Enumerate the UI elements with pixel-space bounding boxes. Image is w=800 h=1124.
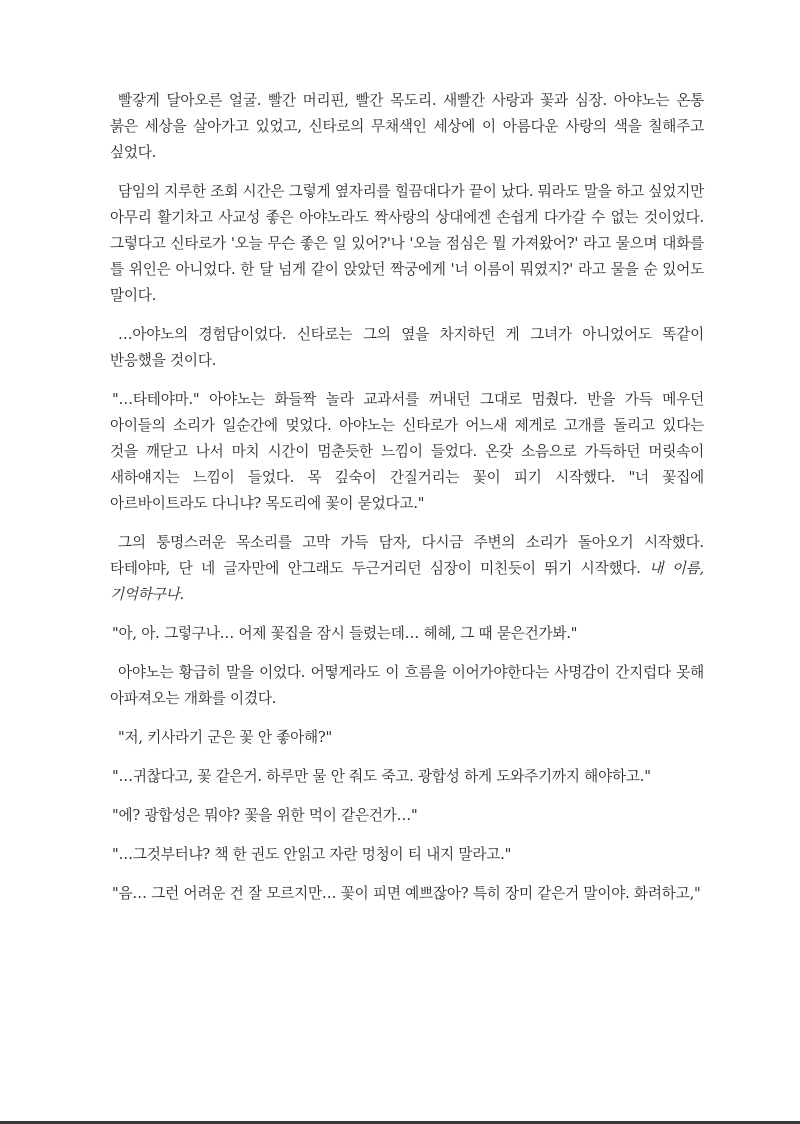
paragraph-4: "…타테야마." 아야노는 화들짝 놀라 교과서를 꺼내던 그대로 멈췄다. 반을 가득 메우던 아이들의 소리가 일순간에 멎었다. 아야노는 신타로가 어느새 제게로 고개를 돌리고 있다는 것을 깨닫고 나서 마치 시간이 멈춘듯한 느낌이 들었다. 온갖 소음으로 가득하던 머릿속이 새하얘지는 느낌이 들었다. 목 깊숙이 간질거리는 꽃이 피기 시작했다. "너 꽃집에 아르바이트라도 다니냐? 목도리에 꽃이 묻었다고."	[110, 391, 704, 512]
paragraph-5-italic-thought: 내 이름, 기억하구나.	[110, 560, 704, 603]
paragraph-10: "에? 광합성은 뭐야? 꽃을 위한 먹이 같은건가…"	[112, 807, 418, 824]
paragraph-12: "음… 그런 어려운 건 잘 모르지만… 꽃이 피면 예쁘잖아? 특히 장미 같은거 말이야. 화려하고,"	[112, 885, 701, 902]
paragraph-9: "…귀찮다고, 꽃 같은거. 하루만 물 안 줘도 죽고. 광합성 하게 도와주기까지 해야하고."	[112, 768, 651, 785]
paragraph-6: "아, 아. 그렇구나… 어제 꽃집을 잠시 들렸는데… 헤헤, 그 때 묻은건가봐."	[112, 625, 578, 642]
paragraph-11: "…그것부터냐? 책 한 권도 안읽고 자란 멍청이 티 내지 말라고."	[112, 846, 512, 863]
document-page	[110, 88, 704, 920]
paragraph-5-text: 그의 퉁명스러운 목소리를 고막 가득 담자, 다시금 주변의 소리가 돌아오기 시작했다. 타테야먀, 단 네 글자만에 안그래도 두근거리던 심장이 미친듯이 뛰기 시작했다.	[110, 534, 704, 577]
paragraph-1: 빨갛게 달아오른 얼굴. 빨간 머리핀, 빨간 목도리. 새빨간 사랑과 꽃과 심장. 아야노는 온통 붉은 세상을 살아가고 있었고, 신타로의 무채색인 세상에 이 아름다운 사랑의 색을 칠해주고 싶었다.	[110, 92, 704, 161]
paragraph-7: 아야노는 황급히 말을 이었다. 어떻게라도 이 흐름을 이어가야한다는 사명감이 간지럽다 못해 아파져오는 개화를 이겼다.	[110, 664, 704, 707]
paragraph-2: 담임의 지루한 조회 시간은 그렇게 옆자리를 힐끔대다가 끝이 났다. 뭐라도 말을 하고 싶었지만 아무리 활기차고 사교성 좋은 아야노라도 짝사랑의 상대에겐 손쉽게 다가갈 수 없는 것이었다. 그렇다고 신타로가 '오늘 무슨 좋은 일 있어?'나 '오늘 점심은 뭘 가져왔어?' 라고 물으며 대화를 틀 위인은 아니었다. 한 달 넘게 같이 앉았던 짝궁에게 '너 이름이 뭐였지?' 라고 물을 순 있어도 말이다.	[110, 183, 704, 304]
paragraph-3: …아야노의 경험담이었다. 신타로는 그의 옆을 차지하던 게 그녀가 아니었어도 똑같이 반응했을 것이다.	[110, 326, 704, 369]
paragraph-5	[110, 530, 704, 608]
paragraph-8: "저, 키사라기 군은 꽃 안 좋아해?"	[118, 729, 333, 746]
